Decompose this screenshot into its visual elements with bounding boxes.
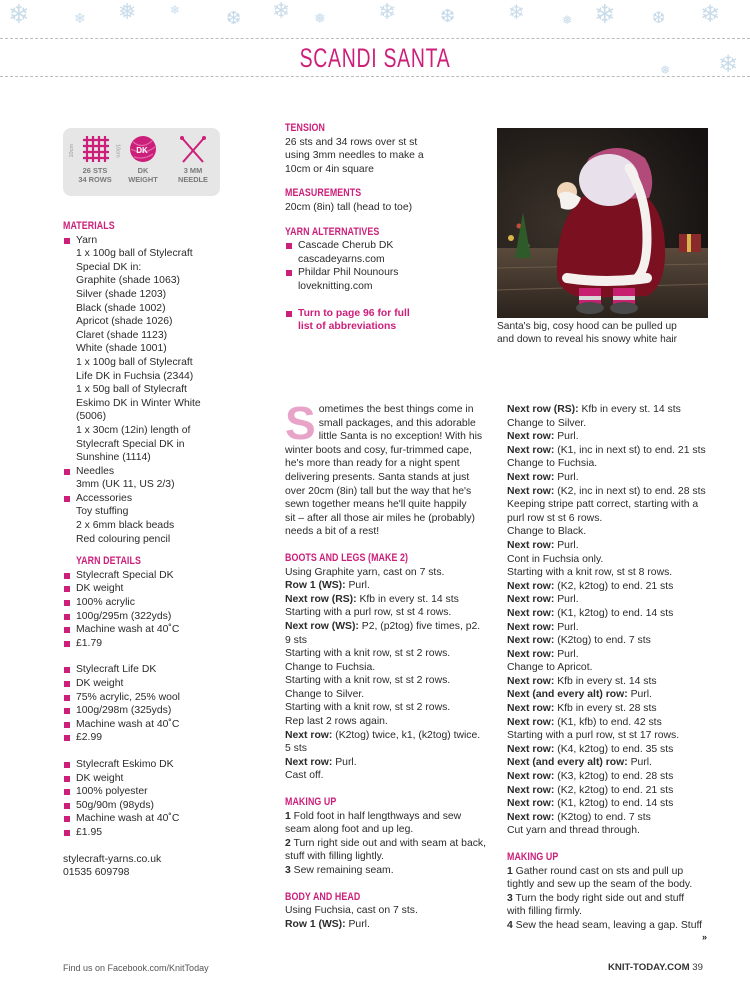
instruction-text: Starting with a purl row, st st 4 rows. [285,607,452,619]
instruction-line [507,905,722,919]
list-item: £1.79 [63,637,263,651]
instruction-label: Next row: [507,675,555,687]
instruction-label: Next row: [507,485,555,497]
list-line: Red colouring pencil [76,533,171,545]
instruction-line [507,756,722,770]
caption-line: and down to reveal his snowy white hair [497,333,678,345]
instruction-label: Next row: [507,771,555,783]
abbreviations-note [285,307,485,334]
snowflake-icon: ❅ [562,13,573,27]
yarn-details-group [63,758,263,840]
instruction-text: Starting with a knit row, st st 2 rows. [285,702,451,714]
instruction-text: Using Graphite yarn, cast on 7 sts. [285,566,445,578]
boots-instructions [285,566,490,784]
instruction-line [285,674,490,688]
instruction-line [285,647,490,661]
instruction-label: Next (and every alt) row: [507,757,628,769]
snowflake-icon: ❅ [660,63,671,77]
instruction-line [507,688,722,702]
instruction-line [507,417,722,431]
list-item: Stylecraft Eskimo DK [63,758,263,772]
instruction-label: Next row: [507,703,555,715]
instruction-text: Cut yarn and thread through. [507,825,640,837]
intro-line: needs a bit of a rest! [285,526,380,538]
instruction-line [507,457,722,471]
list-item: Accessories [63,492,263,506]
instruction-line [507,566,722,580]
body-head-instructions [285,904,490,931]
instruction-text: (K2tog) twice, k1, (k2tog) twice. [332,729,481,741]
supplier-phone: 01535 609798 [63,867,130,879]
boots-heading: BOOTS AND LEGS (MAKE 2) [285,551,409,564]
instruction-label: Next row: [507,811,555,823]
pattern-info-box [63,128,220,196]
list-line: 2 x 6mm black beads [76,520,175,532]
instruction-line [285,864,490,878]
instruction-text: Purl. [554,539,579,551]
instruction-label: 4 [507,919,513,931]
snowflake-icon: ❄ [508,0,525,24]
instruction-text: (K2, k2tog) to end. 21 sts [554,784,674,796]
snowflake-band [0,0,750,38]
instruction-text: Cont in Fuchsia only. [507,553,604,565]
instruction-text: Change to Silver. [507,417,587,429]
instruction-line [285,715,490,729]
instruction-line [507,797,722,811]
instruction-label: Next row: [507,580,555,592]
note-line: Turn to page 96 for full [285,307,485,321]
instruction-line [507,634,722,648]
instruction-line [285,593,490,607]
instruction-line [507,878,722,892]
tension-text: 26 sts and 34 rows over st st [285,136,418,148]
instruction-text: Purl. [554,594,579,606]
instruction-text: (K3, k2tog) to end. 28 sts [554,771,674,783]
intro-paragraph [285,397,490,539]
snowflake-icon: ❆ [440,6,456,27]
list-item: 100% acrylic [63,596,263,610]
intro-line: delivering presents. Santa stands at just [285,471,470,483]
alt-yarn-link[interactable]: cascadeyarns.com [298,253,385,265]
snowflake-icon: ❄ [8,0,30,30]
snowflake-icon: ❆ [226,8,242,29]
list-line: White (shade 1001) [76,343,167,355]
list-line: 1 x 30cm (12in) length of [76,424,191,436]
info-column [285,122,485,334]
list-item: Needles [63,465,263,479]
instruction-line [507,661,722,675]
list-item: 100g/295m (322yds) [63,610,263,624]
instruction-label: Next row: [507,471,555,483]
instruction-line [507,784,722,798]
instruction-line [285,850,490,864]
instruction-text: Sew the head seam, leaving a gap. Stuff [512,919,703,931]
snowflake-icon: ❄ [594,0,616,30]
instruction-text: Purl. [554,431,579,443]
instruction-label: Next row (RS): [507,404,579,415]
list-item: DK weight [63,772,263,786]
pattern-column-2 [285,397,490,931]
instruction-label: 1 [285,810,291,822]
list-item: Machine wash at 40˚C [63,718,263,732]
measurements-text: 20cm (8in) tall (head to toe) [285,201,413,213]
instruction-text: Sew remaining seam. [290,865,394,876]
instruction-text: Purl. [332,756,357,768]
instruction-text: Rep last 2 rows again. [285,716,388,728]
yarn-ball [127,134,159,169]
list-line: Graphite (shade 1063) [76,275,180,287]
list-line: Eskimo DK in Winter White [76,397,201,409]
instruction-line [507,512,722,526]
instruction-line [507,702,722,716]
instruction-text: Gather round cast on sts and pull up [512,865,684,877]
intro-line: he's more than ready for a night spent [285,458,460,470]
yarn-alternatives-heading: YARN ALTERNATIVES [285,225,380,238]
instruction-label: Next row: [507,607,555,619]
instruction-line [507,770,722,784]
instruction-text: Kfb in every st. 28 sts [554,703,657,715]
instruction-text: stuff with filling lightly. [285,851,384,863]
materials-heading: MATERIALS [63,220,115,232]
list-item: Phildar Phil Nounours [285,266,485,280]
instruction-line [507,892,722,906]
list-line: Apricot (shade 1026) [76,316,173,328]
instruction-text: Starting with a knit row, st st 8 rows. [507,567,673,579]
instruction-text: Keeping stripe patt correct, starting with a [507,499,699,511]
instruction-line [285,729,490,743]
instruction-label: Next row: [507,621,555,633]
instruction-line [507,607,722,621]
instruction-line [285,606,490,620]
instruction-line [507,485,722,499]
instruction-text: (K2tog) to end. 7 sts [554,635,651,647]
list-line: (5006) [76,411,107,423]
instruction-line [507,580,722,594]
instruction-line [507,743,722,757]
instruction-line [507,553,722,567]
snowflake-icon: ❄ [718,50,739,78]
instruction-label: Next row: [507,716,555,728]
footer-site-name[interactable]: KNIT-TODAY.COM [608,962,690,973]
yarn-details-group [63,663,263,745]
instruction-line [507,444,722,458]
list-item: DK weight [63,677,263,691]
needle-size-label: 3 MM NEEDLE [178,166,208,184]
snowflake-icon: ❄ [170,3,181,17]
page-title: SCANDI SANTA [299,43,451,73]
list-item: 75% acrylic, 25% wool [63,691,263,705]
instruction-label: 3 [285,865,291,876]
instruction-text: Purl. [345,580,370,592]
list-item: 100g/298m (325yds) [63,704,263,718]
instruction-text: 9 sts [285,634,307,646]
snowflake-icon: ❄ [272,0,291,24]
santa-photo [497,128,708,318]
instruction-line [507,919,722,933]
instruction-label: Row 1 (WS): [285,918,346,930]
list-line: 1 x 100g ball of Stylecraft [76,356,193,368]
instruction-line [285,579,490,593]
instruction-text: Change to Apricot. [507,662,593,674]
list-item: Yarn [63,234,263,248]
instruction-text: Purl. [345,918,370,930]
instruction-text: Fold foot in half lengthways and sew [290,810,462,822]
snowflake-icon: ❄ [378,0,397,25]
tension-heading: TENSION [285,122,325,134]
note-line: list of abbreviations [298,321,397,333]
instruction-line [285,661,490,675]
list-item: 100% polyester [63,785,263,799]
tension-text: 10cm or 4in square [285,163,374,175]
footer-social[interactable]: Find us on Facebook.com/KnitToday [63,963,209,973]
instruction-text: (K4, k2tog) to end. 35 sts [554,743,674,755]
list-line: 3mm (UK 11, US 2/3) [76,479,175,491]
snowflake-icon: ❆ [652,8,666,27]
supplier-website[interactable]: stylecraft-yarns.co.uk [63,853,162,865]
instruction-line [285,837,490,851]
instruction-text: Purl. [554,621,579,633]
list-line: Stylecraft Special DK in [76,438,185,450]
instruction-text: (K2, inc in next st) to end. 28 sts [554,485,706,497]
instruction-line [507,498,722,512]
instruction-line [285,823,490,837]
tension-side-label: 10cm [68,144,75,158]
intro-line: sit – after all those air miles he (probably) [285,512,475,524]
list-line: Life DK in Fuchsia (2344) [76,370,194,382]
instruction-text: Cast off. [285,770,324,782]
tension-side-label: 10cm [114,144,121,158]
yarn-details-group [63,569,263,651]
instruction-text: Turn right side out and with seam at back, [290,837,486,849]
instruction-label: Next row (WS): [285,620,359,632]
instruction-label: Next row: [507,648,555,660]
intro-line: sewn together means he'll quite happily [285,499,467,511]
list-item: Cascade Cherub DK [285,239,485,253]
instruction-text: (K2, k2tog) to end. 21 sts [554,580,674,592]
instruction-line [507,525,722,539]
snowflake-icon: ❅ [314,11,326,27]
list-line: 1 x 100g ball of Stylecraft [76,248,193,260]
instruction-line [507,648,722,662]
instruction-line [507,593,722,607]
instruction-text: seam along foot and up leg. [285,824,414,836]
page-header [0,0,750,80]
intro-line: winter boots and cosy, fur-trimmed cape, [285,444,472,456]
instruction-label: Next row: [285,756,333,768]
instruction-line [507,675,722,689]
knitting-needles-icon [178,134,208,166]
instruction-line [507,471,722,485]
instruction-text: Starting with a purl row, st st 17 rows. [507,730,680,742]
caption-line: Santa's big, cosy hood can be pulled up [497,321,677,332]
instruction-text: tightly and sew up the seam of the body. [507,879,693,891]
yarn-ball-label: DK [136,146,148,155]
list-item: 50g/90m (98yds) [63,799,263,813]
instruction-line [285,566,490,580]
snowflake-icon: ❄ [700,0,721,28]
tension-swatch [68,134,121,169]
instruction-line [507,403,722,417]
instruction-text: Purl. [627,757,652,769]
header-rule-top [0,38,750,39]
instruction-text: Starting with a knit row, st st 2 rows. [285,648,451,660]
instruction-text: 5 sts [285,743,307,755]
instruction-line [285,918,490,932]
instruction-text: Kfb in every st. 14 sts [554,675,657,687]
intro-line: small packages, and this adorable [318,417,476,429]
instruction-text: Purl. [554,648,579,660]
instruction-text: with filling firmly. [507,906,582,918]
instruction-label: Next row: [285,729,333,741]
list-item: DK weight [63,582,263,596]
instruction-line [507,824,722,838]
instruction-line [507,729,722,743]
tension-text: using 3mm needles to make a [285,150,424,162]
instruction-text: Purl. [554,471,579,483]
instruction-text: (K2tog) to end. 7 sts [554,811,651,823]
instruction-label: 2 [285,837,291,849]
intro-line: over 20cm (8in) tall but the way that he's [285,485,472,497]
making-up-instructions-2 [507,865,722,933]
instruction-label: Row 1 (WS): [285,580,346,592]
instruction-label: Next row: [507,784,555,796]
instruction-text: Change to Silver. [285,688,365,700]
header-rule-bottom [0,76,750,77]
instruction-text: (K1, kfb) to end. 42 sts [554,716,662,728]
instruction-text: Using Fuchsia, cast on 7 sts. [285,905,418,917]
drop-cap: S [285,397,316,449]
list-line: 1 x 50g ball of Stylecraft [76,384,187,396]
footer-site [608,961,703,975]
list-line: Sunshine (1114) [76,452,151,464]
instruction-text: Kfb in every st. 14 sts [578,404,681,415]
instruction-text: Kfb in every st. 14 sts [356,593,459,605]
instruction-text: P2, (p2tog) five times, p2. [358,620,481,632]
snowflake-icon: ❄ [74,11,86,27]
instruction-line [285,904,490,918]
instruction-label: Next (and every alt) row: [507,689,628,701]
instruction-text: Change to Fuchsia. [507,458,598,470]
instruction-line [507,865,722,879]
instruction-label: Next row: [507,444,555,456]
instruction-label: Next row: [507,798,555,810]
instruction-label: Next row: [507,635,555,647]
instruction-label: Next row: [507,539,555,551]
instruction-line [285,756,490,770]
instruction-line [285,769,490,783]
list-line: Silver (shade 1203) [76,288,167,300]
alt-yarn-link[interactable]: loveknitting.com [298,280,373,292]
photo-caption [497,321,712,346]
making-up-heading: MAKING UP [285,796,337,809]
instruction-text: (K1, k2tog) to end. 14 sts [554,798,674,810]
instruction-text: Starting with a knit row, st st 2 rows. [285,675,451,687]
instruction-label: Next row: [507,743,555,755]
list-line: Special DK in: [76,261,142,273]
instruction-line [285,688,490,702]
instruction-label: 3 [507,892,513,904]
yarn-weight-label: DK WEIGHT [128,166,158,184]
making-up-heading-2: MAKING UP [507,851,559,863]
instruction-text: Purl. [627,689,652,701]
instruction-text: (K1, inc in next st) to end. 21 sts [554,444,706,456]
instruction-text: (K1, k2tog) to end. 14 sts [554,607,674,619]
instruction-label: Next row: [507,594,555,606]
list-item: Stylecraft Special DK [63,569,263,583]
instruction-text: Turn the body right side out and stuff [512,892,685,904]
instruction-line [507,716,722,730]
instruction-label: 1 [507,865,513,877]
santa-figure-image [497,128,708,318]
instruction-line [285,634,490,648]
list-item: Machine wash at 40˚C [63,812,263,826]
measurements-heading: MEASUREMENTS [285,187,362,200]
materials-list [63,234,263,547]
pattern-column-3 [507,403,722,933]
instruction-label: Next row (RS): [285,593,357,605]
instruction-line [507,621,722,635]
intro-line: little Santa is no exception! With his [318,431,483,443]
instruction-text: purl row st st 6 rows. [507,512,603,524]
list-line: Black (shade 1002) [76,302,166,314]
instruction-line [507,430,722,444]
page-number: 39 [692,962,703,973]
list-line: Toy stuffing [76,506,129,518]
yarn-details-heading: YARN DETAILS [76,555,141,568]
instruction-line [507,539,722,553]
materials-column [63,220,263,880]
body-head-instructions-cont [507,403,722,838]
tension-label: 26 STS 34 ROWS [78,166,112,184]
list-item: £2.99 [63,731,263,745]
list-line: Claret (shade 1123) [76,329,168,341]
intro-line: ometimes the best things come in [318,404,474,415]
instruction-text: Change to Black. [507,526,587,538]
instruction-text: Change to Fuchsia. [285,661,376,673]
list-item: £1.95 [63,826,263,840]
list-item: Machine wash at 40˚C [63,623,263,637]
body-head-heading: BODY AND HEAD [285,890,361,903]
instruction-line [285,620,490,634]
instruction-label: Next row: [507,431,555,443]
instruction-line [285,810,490,824]
continue-arrow-icon: » [702,932,708,942]
instruction-line [507,811,722,825]
instruction-line [285,742,490,756]
making-up-instructions [285,810,490,878]
instruction-line [285,701,490,715]
snowflake-icon: ❅ [118,0,137,25]
list-item: Stylecraft Life DK [63,663,263,677]
